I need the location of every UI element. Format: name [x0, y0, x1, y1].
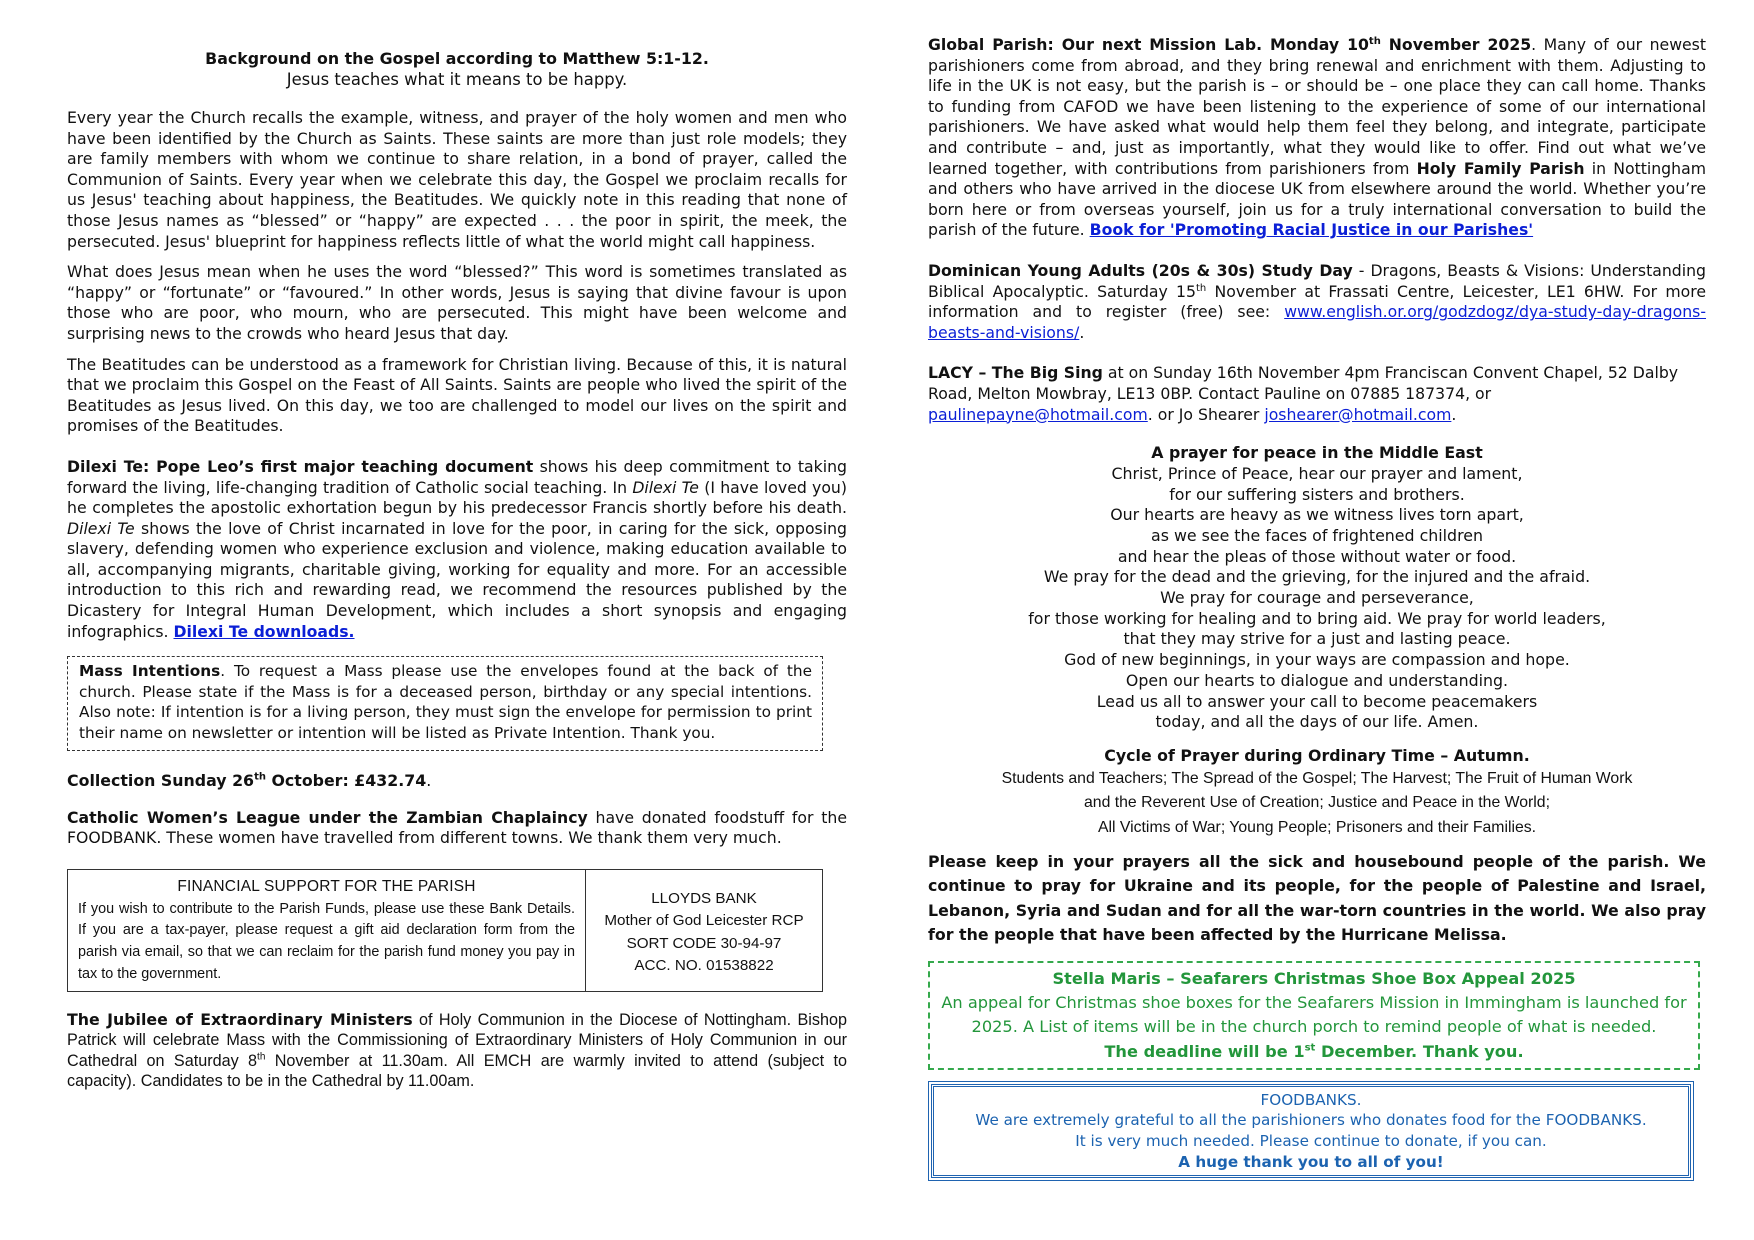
holy-family-parish: Holy Family Parish — [1416, 158, 1585, 178]
global-parish-sup: th — [1368, 35, 1381, 47]
foodbanks-box — [931, 1084, 1691, 1178]
prayer-line: for our suffering sisters and brothers. — [1169, 484, 1465, 504]
stella-maris-text: An appeal for Christmas shoe boxes for the Seafarers Mission in Immingham is launched for 2025. A List of items will be in the church porch to remind people of what is needed. — [941, 993, 1687, 1037]
bank-account-number: ACC. NO. 01538822 — [634, 957, 774, 975]
global-parish-heading: Global Parish: Our next Mission Lab. Monday 10 — [928, 35, 1369, 54]
mass-intentions-text — [79, 661, 812, 743]
prayer-line: today, and all the days of our life. Amen. — [1155, 712, 1479, 732]
cycle-line: All Victims of War; Young People; Prisoners and their Families. — [1097, 818, 1537, 836]
collection-sup: th — [254, 771, 266, 783]
dominican-heading: Dominican Young Adults (20s & 30s) Study Day — [928, 260, 1353, 280]
mass-intentions-box — [67, 656, 823, 750]
bank-sort-code: SORT CODE 30-94-97 — [626, 934, 782, 952]
dilexi-te-text-2: (I have loved you) he completes the apostolic exhortation begun by his predecessor Francis shortly before his death. — [67, 477, 847, 518]
gospel-paragraph-1: Every year the Church recalls the example, witness, and prayer of the holy women and men who have been identified by the Church as Saints. These saints are more than just role models; they are family members with whom we continue to share relation, in a bond of prayer, called the Communion of Saints. Every year when we celebrate this day, the Gospel we proclaim recalls for us Jesus' teaching about happiness, the Beatitudes. We quickly note in this reading that none of those Jesus names as “blessed” or “happy” are expected . . . the poor in spirit, the meek, the persecuted. Jesus' blueprint for happiness reflects little of what the world might call happiness. — [67, 108, 847, 251]
foodbanks-line-3: A huge thank you to all of you! — [1178, 1152, 1444, 1171]
prayer-line: as we see the faces of frightened children — [1151, 525, 1483, 545]
dominican-study-day-link[interactable]: www.english.or.org/godzdogz/dya-study-day-dragons-beasts-and-visions/ — [928, 302, 1706, 342]
cwl-section — [67, 808, 847, 849]
global-parish-section — [928, 35, 1706, 241]
gospel-subtitle: Jesus teaches what it means to be happy. — [286, 70, 628, 89]
dilexi-te-text-1: shows his deep commitment to taking forward the living, life-changing tradition of Catholic social teaching. In — [67, 456, 847, 497]
middle-east-prayer — [928, 443, 1706, 733]
bank-name: LLOYDS BANK — [651, 889, 757, 907]
prayer-line: Our hearts are heavy as we witness lives torn apart, — [1110, 505, 1524, 525]
prayer-line: We pray for courage and perseverance, — [1160, 588, 1474, 608]
lacy-text-1: at on Sunday 16th November 4pm Franciscan Convent Chapel, 52 Dalby Road, Melton Mowbray, LE13 0BP. Contact Pauline on 07885 187374, or — [928, 363, 1679, 403]
jubilee-text-2: November at 11.30am. All EMCH are warmly invited to attend (subject to capacity). Candidates to be in the Cathedral by 11.00am. — [67, 1051, 847, 1091]
dilexi-te-italic-1: Dilexi Te — [632, 477, 699, 497]
cycle-line: and the Reverent Use of Creation; Justice and Peace in the World; — [1084, 794, 1550, 812]
jubilee-text-1: of Holy Communion in the Diocese of Nottingham. Bishop Patrick will celebrate Mass with the Commissioning of Extraordinary Ministers of Holy Communion in our Cathedral on Saturday 8 — [67, 1010, 847, 1070]
global-parish-heading-date: November 2025 — [1380, 35, 1532, 54]
lacy-text-2: . or Jo Shearer — [1147, 404, 1265, 424]
dilexi-te-italic-2: Dilexi Te — [67, 518, 135, 538]
stella-maris-title: Stella Maris – Seafarers Christmas Shoe Box Appeal 2025 — [1052, 968, 1576, 988]
gospel-title: Background on the Gospel according to Matthew 5:1-12. — [205, 49, 709, 68]
deadline-sup: st — [1304, 1042, 1316, 1054]
global-parish-text-2: in Nottingham and others who have arrived in the diocese UK from elsewhere around the world. Whether you’re born here or from overseas yourself, join us for a truly international conversation to build the parish of the future. — [928, 158, 1706, 240]
dominican-section — [928, 261, 1706, 343]
prayer-line: We pray for the dead and the grieving, for the injured and the afraid. — [1043, 567, 1591, 587]
dilexi-te-heading: Dilexi Te: Pope Leo’s first major teaching document — [67, 456, 534, 476]
jubilee-section — [67, 1010, 847, 1092]
collection-amount: October: £432.74 — [265, 770, 427, 790]
mass-intentions-heading: Mass Intentions — [79, 662, 221, 681]
stella-maris-box — [928, 961, 1700, 1070]
dominican-end: . — [1079, 322, 1085, 342]
prayer-line: and hear the pleas of those without water or food. — [1117, 546, 1517, 566]
prayer-line: for those working for healing and to bring aid. We pray for world leaders, — [1028, 608, 1606, 628]
dilexi-te-section — [67, 457, 847, 642]
foodbanks-line-1: We are extremely grateful to all the parishioners who donates food for the FOODBANKS. — [975, 1111, 1647, 1130]
cycle-line: Students and Teachers; The Spread of the Gospel; The Harvest; The Fruit of Human Work — [1001, 769, 1633, 787]
right-column — [928, 30, 1706, 1178]
deadline-text: The deadline will be 1 — [1104, 1041, 1305, 1061]
lacy-section — [928, 363, 1706, 425]
prayer-line: Lead us all to answer your call to become peacemakers — [1096, 691, 1538, 711]
mass-intentions-body: . To request a Mass please use the envelopes found at the back of the church. Please state if the Mass is for a deceased person, birthday or any special intentions. Also note: If intention is for a living person, they must sign the envelope for permission to print their name on newsletter or intention will be listed as Private Intention. Thank you. — [79, 662, 812, 743]
gospel-paragraph-2: What does Jesus mean when he uses the word “blessed?” This word is sometimes translated as “happy” or “fortunate” or “favoured.” In other words, Jesus is saying that divine favour is upon those who are poor, who mourn, who are persecuted. This might have been welcome and surprising news to the crowds who heard Jesus that day. — [67, 262, 847, 343]
deadline-text-2: December. Thank you. — [1315, 1041, 1524, 1061]
financial-support-text: If you wish to contribute to the Parish Funds, please use these Bank Details. If you are a tax-payer, please request a gift aid declaration form from the parish via email, so that we can reclaim for the parish fund money you pay in tax to the government. — [78, 900, 575, 982]
foodbanks-line-2: It is very much needed. Please continue to donate, if you can. — [1075, 1131, 1547, 1150]
pauline-email-link[interactable]: paulinepayne@hotmail.com — [928, 404, 1148, 424]
dominican-text-2: November at Frassati Centre, Leicester, LE1 6HW. For more information and to register (free) see: — [928, 281, 1706, 322]
cwl-text: have donated foodstuff for the FOODBANK. These women have travelled from different towns. We thank them very much. — [67, 807, 847, 848]
racial-justice-booking-link[interactable]: Book for 'Promoting Racial Justice in our Parishes' — [1089, 220, 1534, 240]
prayers-note: Please keep in your prayers all the sick and housebound people of the parish. We continue to pray for Ukraine and its people, for the people of Palestine and Israel, Lebanon, Syria and Sudan and for all the war-torn countries in the world. We also pray for the people that have been affected by the Hurricane Melissa. — [928, 852, 1706, 944]
gospel-paragraph-3: The Beatitudes can be understood as a framework for Christian living. Because of this, it is natural that we proclaim this Gospel on the Feast of All Saints. Saints are people who lived the spirit of the Beatitudes as Jesus lived. On this day, we too are challenged to model our lives on the spirit and promises of the Beatitudes. — [67, 354, 847, 436]
collection-prefix: Collection Sunday 26 — [67, 770, 255, 790]
cwl-heading: Catholic Women’s League under the Zambian Chaplaincy — [67, 807, 588, 827]
collection-end: . — [426, 770, 432, 790]
lacy-end: . — [1451, 404, 1457, 424]
jo-email-link[interactable]: joshearer@hotmail.com — [1264, 404, 1452, 424]
global-parish-text-1: . Many of our newest parishioners come from abroad, and they bring renewal and enrichment with them. Adjusting to life in the UK is not easy, but the parish is – or should be – one place they can call home. Thanks to funding from CAFOD we have been listening to the experience of some of our international parishioners. We have asked what would help them feel they belong, and integrate, participate and contribute – and, just as importantly, what they would like to offer. Find out what we’ve learned together, with contributions from parishioners from — [928, 35, 1706, 178]
collection-line — [67, 771, 847, 790]
jubilee-heading: The Jubilee of Extraordinary Ministers — [67, 1009, 413, 1029]
financial-support-title: FINANCIAL SUPPORT FOR THE PARISH — [177, 877, 476, 895]
financial-support-table — [67, 869, 823, 992]
dilexi-te-downloads-link[interactable]: Dilexi Te downloads. — [173, 621, 355, 641]
stella-maris-deadline — [938, 1040, 1690, 1064]
foodbanks-title: FOODBANKS. — [1260, 1090, 1362, 1109]
prayer-line: Open our hearts to dialogue and understanding. — [1125, 670, 1509, 690]
prayer-line: Christ, Prince of Peace, hear our prayer and lament, — [1111, 463, 1523, 483]
prayer-title: A prayer for peace in the Middle East — [1151, 443, 1483, 463]
bank-details — [586, 870, 822, 991]
lacy-heading: LACY – The Big Sing — [928, 363, 1103, 383]
jubilee-sup: th — [257, 1051, 266, 1063]
financial-support-info — [68, 870, 586, 991]
dilexi-te-text-3: shows the love of Christ incarnated in love for the poor, in caring for the sick, opposing slavery, defending women who experience exclusion and violence, making education available to all, accompanying migrants, charitable giving, working for equality and more. For an accessible introduction to this rich and rewarding read, we recommend the resources published by the Dicastery for Integral Human Development, which includes a short synopsis and engaging infographics. — [67, 518, 847, 641]
dominican-sup: th — [1196, 282, 1207, 294]
dominican-text-1: - Dragons, Beasts & Visions: Understanding Biblical Apocalyptic. Saturday 15 — [928, 260, 1706, 301]
bank-account-name: Mother of God Leicester RCP — [604, 912, 804, 930]
cycle-of-prayer — [928, 745, 1706, 840]
gospel-section — [67, 48, 847, 437]
prayer-line: God of new beginnings, in your ways are compassion and hope. — [1064, 650, 1570, 670]
prayer-line: that they may strive for a just and lasting peace. — [1123, 629, 1511, 649]
cycle-title: Cycle of Prayer during Ordinary Time – Autumn. — [1104, 745, 1530, 765]
left-column — [67, 30, 847, 1091]
